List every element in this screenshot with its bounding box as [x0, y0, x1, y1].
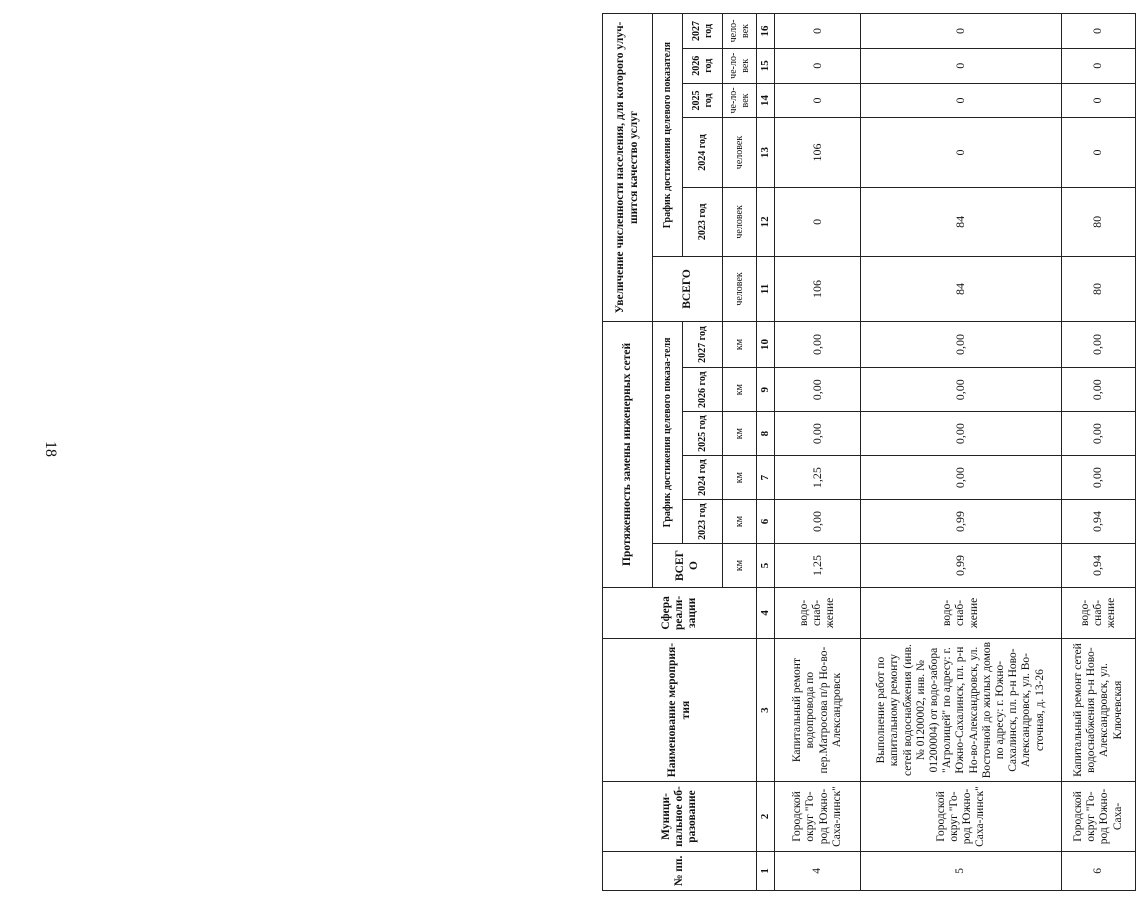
population-year: 0 — [1061, 48, 1135, 83]
population-year: 0 — [1061, 118, 1135, 187]
header-population-total: ВСЕГО — [653, 257, 723, 322]
row-municipality: Городской округ "Го-род Южно-Саха- — [1061, 782, 1135, 851]
population-total: 106 — [775, 257, 861, 322]
row-sphere: водо-снаб-жение — [1061, 587, 1135, 638]
data-table — [602, 13, 1136, 891]
row-event: Капитальный ремонт водопровода по пер.Матросова п/р Но-во-Александровск — [775, 638, 861, 781]
row-sphere: водо-снаб-жение — [861, 587, 1062, 638]
header-municipality: Муници-пальное об-разование — [603, 782, 757, 851]
header-year: 2027 год — [683, 14, 723, 49]
length-year: 0,00 — [1061, 321, 1135, 367]
column-number: 12 — [757, 187, 775, 256]
row-number: 5 — [861, 851, 1062, 890]
unit-cell: км — [723, 500, 757, 544]
row-sphere: водо-снаб-жение — [775, 587, 861, 638]
column-number: 9 — [757, 368, 775, 412]
header-year: 2026 год — [683, 48, 723, 83]
population-year: 0 — [1061, 14, 1135, 49]
length-year: 0,00 — [861, 368, 1062, 412]
length-year: 0,00 — [775, 368, 861, 412]
population-year: 80 — [1061, 187, 1135, 256]
header-population-schedule: График достижения целевого показателя — [653, 14, 683, 257]
unit-cell: че-ло-век — [723, 83, 757, 118]
unit-cell: км — [723, 544, 757, 588]
population-year: 106 — [775, 118, 861, 187]
length-year: 0,00 — [861, 321, 1062, 367]
unit-cell: км — [723, 412, 757, 456]
header-year: 2026 год — [683, 368, 723, 412]
header-length-total: ВСЕГ О — [653, 544, 723, 588]
column-number: 1 — [757, 851, 775, 890]
length-year: 0,00 — [861, 412, 1062, 456]
row-event: Капитальный ремонт сетей водоснабжения р-н Ново-Александровск, ул. Ключевская — [1061, 638, 1135, 781]
row-number: 6 — [1061, 851, 1135, 890]
header-year: 2024 год — [683, 118, 723, 187]
table-container — [602, 13, 1136, 891]
column-number: 13 — [757, 118, 775, 187]
length-total: 1,25 — [775, 544, 861, 588]
column-number: 11 — [757, 257, 775, 322]
population-year: 0 — [861, 48, 1062, 83]
header-event: Наименование мероприя-тия — [603, 638, 757, 781]
population-year: 0 — [775, 48, 861, 83]
population-year: 0 — [775, 14, 861, 49]
unit-cell: че-ло-век — [723, 48, 757, 83]
column-number: 5 — [757, 544, 775, 588]
header-year: 2025 год — [683, 412, 723, 456]
population-year: 84 — [861, 187, 1062, 256]
header-population-group: Увеличение численности населения, для которого улуч-шится качество услуг — [603, 14, 653, 322]
population-year: 0 — [775, 187, 861, 256]
header-length-group: Протяженность замены инженерных сетей — [603, 321, 653, 587]
length-year: 0,00 — [775, 321, 861, 367]
length-year: 0,00 — [1061, 368, 1135, 412]
unit-cell: км — [723, 456, 757, 500]
unit-cell: человек — [723, 187, 757, 256]
row-number: 4 — [775, 851, 861, 890]
unit-cell: км — [723, 368, 757, 412]
column-number: 14 — [757, 83, 775, 118]
column-number: 3 — [757, 638, 775, 781]
column-number: 7 — [757, 456, 775, 500]
population-total: 80 — [1061, 257, 1135, 322]
column-number: 8 — [757, 412, 775, 456]
column-number: 16 — [757, 14, 775, 49]
length-year: 0,00 — [1061, 456, 1135, 500]
header-year: 2025 год — [683, 83, 723, 118]
header-year: 2023 год — [683, 500, 723, 544]
length-year: 0,00 — [861, 456, 1062, 500]
table-row — [861, 14, 1062, 891]
length-year: 1,25 — [775, 456, 861, 500]
page-number: 18 — [42, 441, 59, 457]
row-municipality: Городской округ "Го-род Южно-Саха-линск" — [775, 782, 861, 851]
population-year: 0 — [861, 83, 1062, 118]
table-row — [775, 14, 861, 891]
unit-cell: человек — [723, 118, 757, 187]
column-number: 6 — [757, 500, 775, 544]
table-row — [1061, 14, 1135, 891]
header-sphere: Сфера реали-зации — [603, 587, 757, 638]
header-year: 2024 год — [683, 456, 723, 500]
length-total: 0,94 — [1061, 544, 1135, 588]
header-year: 2027 год — [683, 321, 723, 367]
length-total: 0,99 — [861, 544, 1062, 588]
unit-cell: человек — [723, 257, 757, 322]
column-number: 4 — [757, 587, 775, 638]
unit-cell: км — [723, 321, 757, 367]
column-number: 10 — [757, 321, 775, 367]
length-year: 0,94 — [1061, 500, 1135, 544]
row-event: Выполнение работ по капитальному ремонту сетей водоснабжения (инв. № 01200002, инв. № 01200004) от водо-забора "Агролицей" по адресу: г. Южно-Сахалинск, пл. р-н Но-во-Александровск, ул. Восточной до жилых домов по адресу: г. Южно-Сахалинск, пл. р-н Ново-Александровск, ул. Во-сточная, д. 13-26 — [861, 638, 1062, 781]
length-year: 0,00 — [1061, 412, 1135, 456]
population-year: 0 — [861, 14, 1062, 49]
row-municipality: Городской округ "Го-род Южно-Саха-линск" — [861, 782, 1062, 851]
header-no: № пп. — [603, 851, 757, 890]
population-total: 84 — [861, 257, 1062, 322]
length-year: 0,00 — [775, 412, 861, 456]
column-number: 2 — [757, 782, 775, 851]
population-year: 0 — [1061, 83, 1135, 118]
column-number: 15 — [757, 48, 775, 83]
length-year: 0,99 — [861, 500, 1062, 544]
population-year: 0 — [861, 118, 1062, 187]
unit-cell: чело-век — [723, 14, 757, 49]
length-year: 0,00 — [775, 500, 861, 544]
header-length-schedule: График достижения целевого показа-теля — [653, 321, 683, 543]
population-year: 0 — [775, 83, 861, 118]
header-year: 2023 год — [683, 187, 723, 256]
